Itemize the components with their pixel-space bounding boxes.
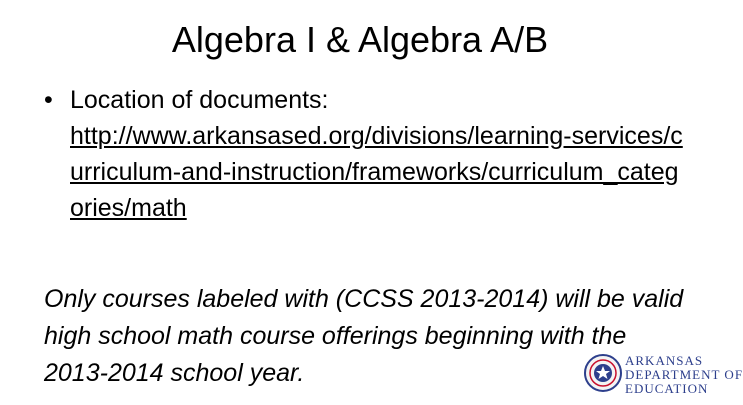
state-seal-icon bbox=[583, 352, 623, 394]
logo-line-arkansas: ARKANSAS bbox=[625, 353, 704, 368]
documents-link[interactable]: http://www.arkansased.org/divisions/learning-services/curriculum-and-instruction/frameworks/curriculum_categories/math bbox=[70, 122, 683, 222]
arkansas-department-of-education-logo bbox=[583, 350, 743, 398]
slide-title: Algebra I & Algebra A/B bbox=[171, 19, 549, 60]
bullet-text: Location of documents: bbox=[70, 86, 329, 114]
logo-wordmark bbox=[625, 354, 743, 396]
logo-line-education: EDUCATION bbox=[625, 381, 709, 396]
bullet-item bbox=[44, 82, 329, 118]
ccss-note: Only courses labeled with (CCSS 2013-2014) will be valid high school math course offerings beginning with the 2013-2014 school year. bbox=[44, 285, 684, 387]
bullet-marker: • bbox=[44, 86, 53, 114]
logo-line-department: DEPARTMENT OF bbox=[625, 367, 743, 382]
